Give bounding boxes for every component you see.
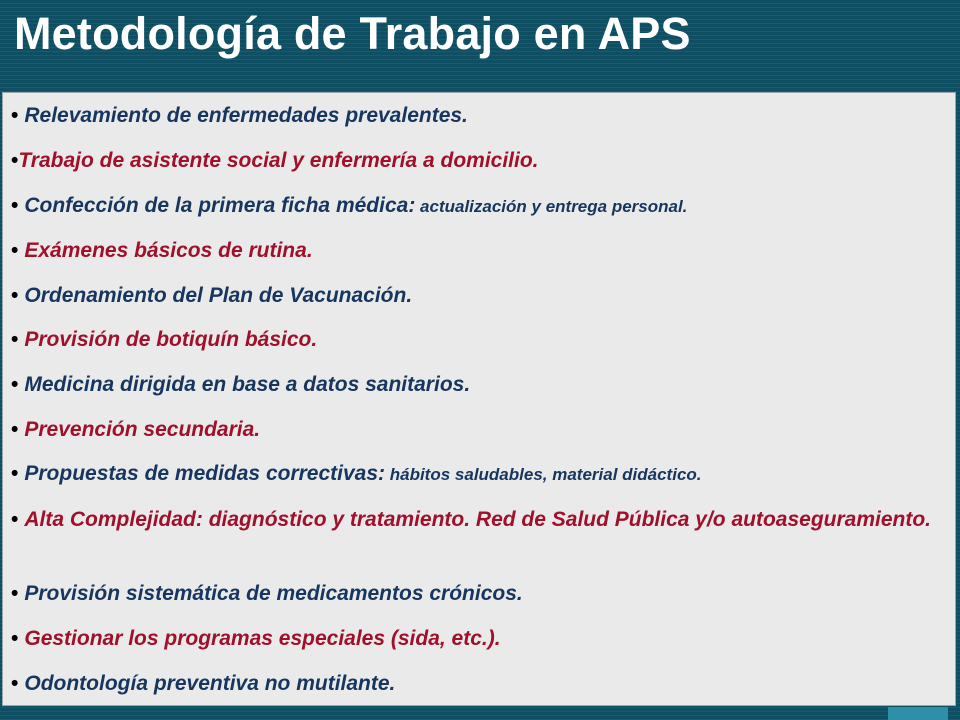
content-box [2,92,956,706]
bullet-icon: • [11,627,19,650]
bullet-icon: • [11,239,19,262]
slide-title: Metodología de Trabajo en APS [14,8,691,59]
list-item: • Confección de la primera ficha médica: actualización y entrega personal. [11,194,688,217]
list-item: • Ordenamiento del Plan de Vacunación. [11,284,413,307]
bullet-icon: • [11,418,19,441]
list-item: • Gestionar los programas especiales (sida, etc.). [11,627,501,650]
bullet-icon: • [11,582,19,605]
list-item: • Propuestas de medidas correctivas: hábitos saludables, material didáctico. [11,462,702,485]
list-item: • Odontología preventiva no mutilante. [11,672,396,695]
bullet-icon: • [11,104,19,127]
list-item: • Medicina dirigida en base a datos sanitarios. [11,373,471,396]
bullet-icon: • [11,672,19,695]
bullet-icon: • [11,328,19,351]
bullet-icon: • [11,508,19,531]
footer-tab [888,707,948,720]
title-band [0,0,960,88]
list-item: • Alta Complejidad: diagnóstico y tratamiento. Red de Salud Pública y/o autoaseguramiento. [11,508,932,531]
list-item: • Provisión sistemática de medicamentos crónicos. [11,582,523,605]
list-item: • Relevamiento de enfermedades prevalentes. [11,104,468,127]
bullet-icon: • [11,462,19,485]
list-item: • Provisión de botiquín básico. [11,328,318,351]
bullet-icon: • [11,284,19,307]
bullet-icon: • [11,149,19,172]
list-item: •Trabajo de asistente social y enfermería a domicilio. [11,149,539,172]
bullet-icon: • [11,373,19,396]
bullet-icon: • [11,194,19,217]
list-item: • Prevención secundaria. [11,418,261,441]
list-item: • Exámenes básicos de rutina. [11,239,313,262]
